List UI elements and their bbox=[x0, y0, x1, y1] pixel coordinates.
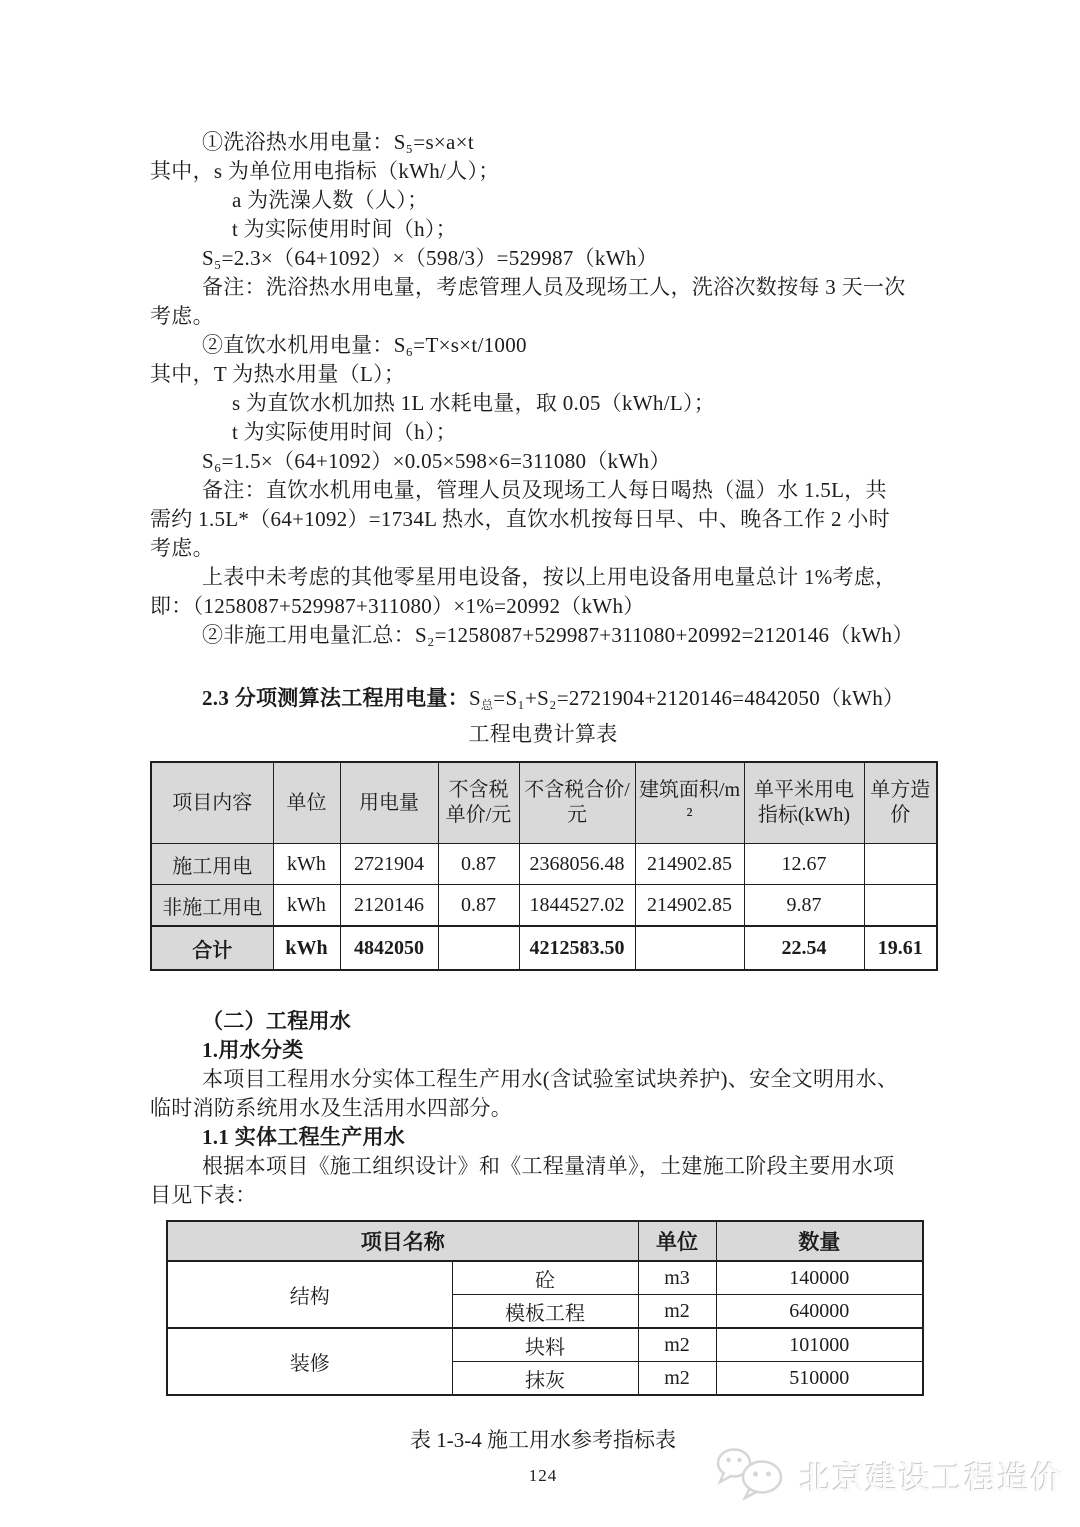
table-cell: 101000 bbox=[716, 1328, 923, 1362]
water-subsection-heading: 1.用水分类 bbox=[202, 1038, 304, 1062]
table-cell: m2 bbox=[638, 1328, 716, 1362]
formula-expression: =S₁+S₂=2721904+2120146=4842050（kWh） bbox=[493, 686, 905, 710]
row-label: 非施工用电 bbox=[151, 885, 273, 927]
table-cell: 214902.85 bbox=[635, 885, 744, 927]
table-cell: 640000 bbox=[716, 1295, 923, 1329]
text-line: 本项目工程用水分实体工程生产用水(含试验室试块养护)、安全文明用水、 bbox=[202, 1067, 899, 1091]
water-section-heading: （二）工程用水 bbox=[202, 1009, 352, 1033]
text-line: s 为直饮水机加热 1L 水耗电量，取 0.05（kWh/L）； bbox=[232, 391, 716, 415]
group-label: 结构 bbox=[167, 1261, 452, 1328]
section-2-3-label: 2.3 分项测算法工程用电量： bbox=[202, 686, 469, 710]
text-line: ②直饮水机用电量：S₆=T×s×t/1000 bbox=[202, 333, 527, 357]
column-header: 单平米用电指标(kWh) bbox=[744, 762, 864, 844]
table-cell: 0.87 bbox=[438, 844, 519, 885]
table-cell: kWh bbox=[273, 885, 340, 927]
watermark-text: 北京建设工程造价 bbox=[800, 1461, 1064, 1496]
column-header: 项目内容 bbox=[151, 762, 273, 844]
table-cell: 2368056.48 bbox=[519, 844, 635, 885]
table-cell: kWh bbox=[273, 844, 340, 885]
table-cell: 模板工程 bbox=[452, 1295, 638, 1329]
column-header: 不含税单价/元 bbox=[438, 762, 519, 844]
elec-fee-table bbox=[150, 761, 938, 971]
column-header: 单方造价 bbox=[864, 762, 937, 844]
table-cell: 2721904 bbox=[340, 844, 438, 885]
table-cell: 510000 bbox=[716, 1362, 923, 1396]
text-line: t 为实际使用时间（h）； bbox=[232, 217, 457, 241]
water-subsection-heading: 1.1 实体工程生产用水 bbox=[202, 1125, 406, 1149]
elec-table-title: 工程电费计算表 bbox=[468, 722, 618, 746]
table-cell bbox=[438, 926, 519, 970]
text-line: a 为洗澡人数（人）； bbox=[232, 188, 429, 212]
text-line: 上表中未考虑的其他零星用电设备，按以上用电设备用电量总计 1%考虑， bbox=[202, 565, 897, 589]
column-header: 建筑面积/m² bbox=[635, 762, 744, 844]
text-line: S₆=1.5×（64+1092）×0.05×598×6=311080（kWh） bbox=[202, 449, 671, 473]
text-line: S₅=2.3×（64+1092）×（598/3）=529987（kWh） bbox=[202, 246, 658, 270]
table-cell: 2120146 bbox=[340, 885, 438, 927]
text-line: 需约 1.5L*（64+1092）=1734L 热水，直饮水机按每日早、中、晚各工作 2 小时 bbox=[150, 507, 890, 531]
table-row bbox=[167, 1328, 923, 1362]
text-line: 其中，s 为单位用电指标（kWh/人）； bbox=[150, 159, 500, 183]
table-cell: 4842050 bbox=[340, 926, 438, 970]
text-line: 考虑。 bbox=[150, 304, 214, 328]
page-number: 124 bbox=[528, 1466, 558, 1485]
water-usage-table bbox=[166, 1220, 924, 1396]
formula-variable: S bbox=[469, 686, 481, 710]
table-total-row bbox=[151, 926, 937, 970]
table-row bbox=[167, 1261, 923, 1295]
column-header: 用电量 bbox=[340, 762, 438, 844]
table-cell: 19.61 bbox=[864, 926, 937, 970]
table-cell: m3 bbox=[638, 1261, 716, 1295]
table-cell: m2 bbox=[638, 1362, 716, 1396]
watermark bbox=[714, 1444, 1064, 1507]
column-header: 单位 bbox=[638, 1221, 716, 1261]
table-cell: 140000 bbox=[716, 1261, 923, 1295]
text-line: t 为实际使用时间（h）； bbox=[232, 420, 457, 444]
formula-subscript: 总 bbox=[480, 698, 494, 712]
column-header: 单位 bbox=[273, 762, 340, 844]
table-cell: 块料 bbox=[452, 1328, 638, 1362]
text-line: 考虑。 bbox=[150, 536, 214, 560]
column-header: 不含税合价/元 bbox=[519, 762, 635, 844]
document-content bbox=[150, 128, 936, 1486]
text-line: 临时消防系统用水及生活用水四部分。 bbox=[150, 1096, 513, 1120]
table-row bbox=[151, 885, 937, 927]
table-cell: 214902.85 bbox=[635, 844, 744, 885]
wechat-icon bbox=[714, 1444, 792, 1507]
table-caption: 表 1-3-4 施工用水参考指标表 bbox=[410, 1428, 676, 1452]
row-label: 施工用电 bbox=[151, 844, 273, 885]
table-cell: 9.87 bbox=[744, 885, 864, 927]
table-cell bbox=[864, 844, 937, 885]
text-line: 根据本项目《施工组织设计》和《工程量清单》，土建施工阶段主要用水项 bbox=[202, 1154, 895, 1178]
group-label: 装修 bbox=[167, 1328, 452, 1395]
table-cell bbox=[864, 885, 937, 927]
row-label: 合计 bbox=[151, 926, 273, 970]
section-2-3-heading bbox=[150, 684, 936, 720]
text-line: 备注：洗浴热水用电量，考虑管理人员及现场工人，洗浴次数按每 3 天一次 bbox=[202, 275, 906, 299]
table-cell: 12.67 bbox=[744, 844, 864, 885]
table-cell: 22.54 bbox=[744, 926, 864, 970]
table-cell: 抹灰 bbox=[452, 1362, 638, 1396]
elec-table-header-row bbox=[151, 762, 937, 844]
text-line: 备注：直饮水机用电量，管理人员及现场工人每日喝热（温）水 1.5L，共 bbox=[202, 478, 887, 502]
table-cell: m2 bbox=[638, 1295, 716, 1329]
table-cell: kWh bbox=[273, 926, 340, 970]
table-cell: 0.87 bbox=[438, 885, 519, 927]
water-table-header-row bbox=[167, 1221, 923, 1261]
text-line: ①洗浴热水用电量：S₅=s×a×t bbox=[202, 130, 474, 154]
table-cell: 4212583.50 bbox=[519, 926, 635, 970]
text-line: 即：（1258087+529987+311080）×1%=20992（kWh） bbox=[150, 594, 645, 618]
text-line: ②非施工用电量汇总：S₂=1258087+529987+311080+20992=2120146（kWh） bbox=[202, 623, 914, 647]
table-cell: 砼 bbox=[452, 1261, 638, 1295]
column-header: 项目名称 bbox=[167, 1221, 638, 1261]
column-header: 数量 bbox=[716, 1221, 923, 1261]
text-line: 目见下表： bbox=[150, 1183, 257, 1207]
table-cell bbox=[635, 926, 744, 970]
table-row bbox=[151, 844, 937, 885]
text-line: 其中，T 为热水用量（L）； bbox=[150, 362, 406, 386]
table-cell: 1844527.02 bbox=[519, 885, 635, 927]
